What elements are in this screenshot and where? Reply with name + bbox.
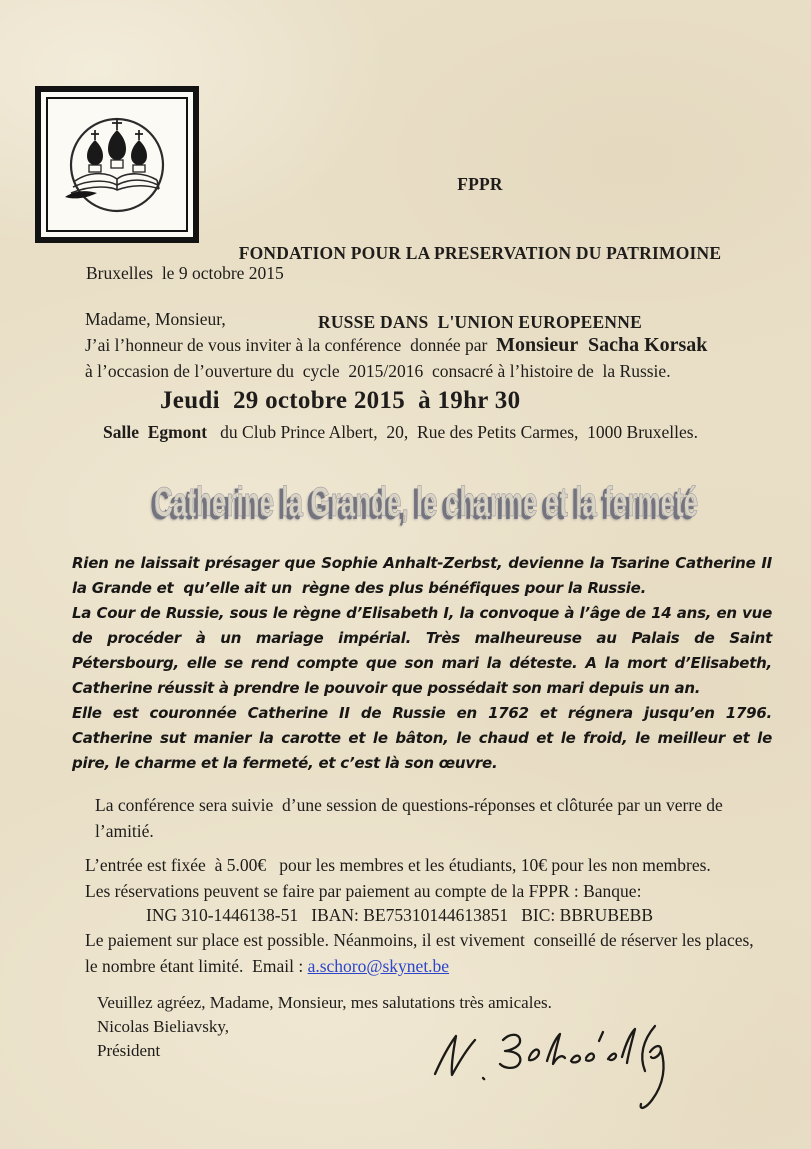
bank-details-line: ING 310-1446138-51 IBAN: BE75310144613851 BIC: BBRUBEBB (146, 905, 654, 925)
speaker-name: Monsieur Sacha Korsak (496, 334, 708, 356)
org-name-line1: FONDATION POUR LA PRESERVATION DU PATRIMOINE (238, 243, 722, 263)
invitation-intro: J’ai l’honneur de vous inviter à la conférence donnée par (85, 335, 497, 355)
signer-role: Président (97, 1041, 161, 1060)
abstract-paragraph: Rien ne laissait présager que Sophie Anhalt-Zerbst, devienne la Tsarine Catherine II la Grande et qu’elle ait un règne des plus bénéfiques pour la Russie. (72, 554, 777, 597)
signer-name: Nicolas Bieliavsky, (97, 1017, 230, 1036)
fppr-logo (35, 86, 199, 243)
org-name-line2: RUSSE DANS L'UNION EUROPEENNE (318, 312, 642, 332)
lecture-title: Catherine la Grande, le charme et la fermeté (154, 478, 699, 525)
lecture-abstract (72, 551, 777, 776)
org-abbreviation: FPPR (457, 174, 503, 194)
event-venue (103, 422, 698, 443)
price-line: L’entrée est fixée à 5.00€ pour les membres et les étudiants, 10€ pour les non membres. (85, 855, 711, 875)
dateline: Bruxelles le 9 octobre 2015 (86, 263, 284, 283)
valediction: Veuillez agréez, Madame, Monsieur, mes salutations très amicales. (97, 993, 552, 1012)
handwritten-signature (423, 1016, 673, 1116)
abstract-paragraph: Elle est couronnée Catherine II de Russie en 1762 et régnera jusqu’en 1796. Catherine sut manier la carotte et le bâton, le chaud et le froid, le meilleur et le pire, le charme et la fermeté, et c’est là son œuvre. (72, 704, 777, 772)
payment-line (85, 927, 767, 979)
event-datetime: Jeudi 29 octobre 2015 à 19hr 30 (160, 387, 521, 414)
reservation-line: Les réservations peuvent se faire par paiement au compte de la FPPR : Banque: (85, 881, 642, 901)
venue-address: du Club Prince Albert, 20, Rue des Petits Carmes, 1000 Bruxelles. (207, 422, 698, 442)
invitation-line (85, 334, 707, 357)
payment-text: Le paiement sur place est possible. Néanmoins, il est vivement conseillé de réserver les places, le nombre étant limité. Email : (85, 930, 759, 976)
abstract-paragraph: La Cour de Russie, sous le règne d’Elisabeth I, la convoque à l’âge de 14 ans, en vue de procéder à un mariage impérial. Très malheureuse au Palais de Saint Pétersbourg, elle se rend compte que son mari la déteste. A la mort d’Elisabeth, Catherine réussit à prendre le pouvoir que possédait son mari depuis un an. (72, 604, 777, 697)
conference-note: La conférence sera suivie d’une session de questions-réponses et clôturée par un verre de l’amitié. (95, 795, 728, 841)
email-link[interactable]: a.schoro@skynet.be (307, 956, 450, 976)
signature-icon (423, 1016, 673, 1116)
venue-name: Salle Egmont (103, 422, 208, 442)
invitation-occasion: à l’occasion de l’ouverture du cycle 2015/2016 consacré à l’histoire de la Russie. (85, 361, 671, 381)
fppr-logo-icon (35, 86, 199, 243)
salutation: Madame, Monsieur, (85, 309, 226, 329)
